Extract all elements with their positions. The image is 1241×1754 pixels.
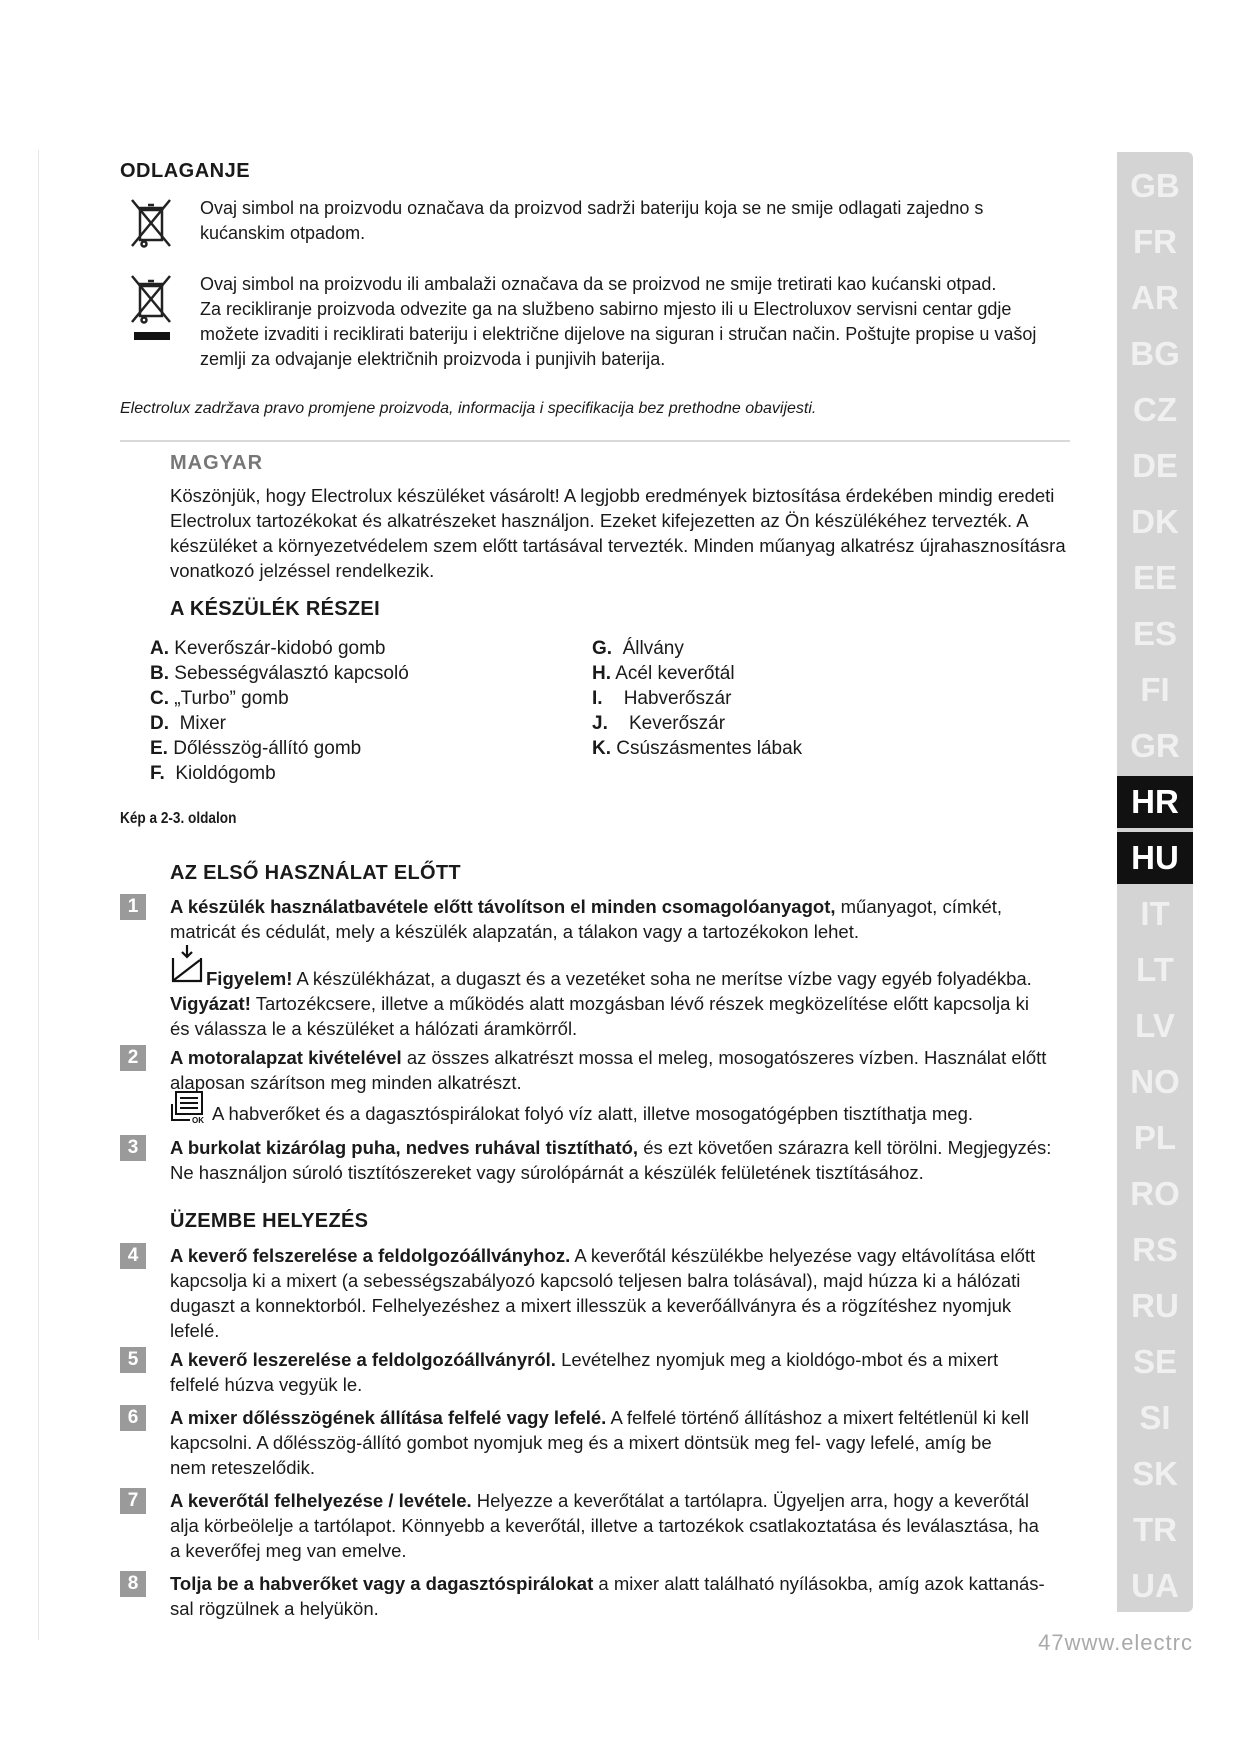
step-number-badge: 8 [120,1571,146,1597]
step-1-text: A készülék használatbavétele előtt távolítson el minden csomagolóanyagot, műanyagot, címkét, matricát és cédulát, mely a készülék alapzatán, a tálakon vagy a tartozékokon lehet. [170,896,1003,942]
disposal-paragraph-2: Ovaj simbol na proizvodu ili ambalaži označava da se proizvod ne smije tretirati kao kućanski otpad. Za recikliranje proizvoda odvezite ga na službeno sabirno mjesto ili u Electroluxov servisni centar gdje možete izvaditi i reciklirati bateriju i električne dijelove na siguran i stručan način. Poštujte propise u vašoj zemlji za odvajanje električnih proizvoda i punjivih baterija. [200,274,1037,369]
language-tab-no[interactable]: NO [1130,1063,1180,1100]
crossed-bin-bar-icon [128,272,174,344]
language-tab-hr[interactable]: HR [1117,776,1193,828]
language-tab-sk[interactable]: SK [1132,1455,1178,1492]
list-item: D. Mixer [150,713,227,734]
page-margin-line [38,150,39,1640]
first-use-heading: AZ ELSŐ HASZNÁLAT ELŐTT [170,862,461,884]
disclaimer-note: Electrolux zadržava pravo promjene proizvoda, informacija i specifikacija bez prethodne obavijesti. [120,400,817,417]
warning-text: Figyelem! A készülékházat, a dugaszt és a vezetéket soha ne merítse vízbe vagy egyéb folyadékba. [206,968,1032,989]
step-5-text: A keverő leszerelése a feldolgozóállványról. Levételhez nyomjuk meg a kioldógo-mbot és a mixert felfelé húzva vegyük le. [170,1349,999,1395]
language-tab-lv[interactable]: LV [1135,1007,1175,1044]
language-tab-es[interactable]: ES [1132,615,1178,652]
intro-paragraph: Köszönjük, hogy Electrolux készüléket vásárolt! A legjobb eredmények biztosítása érdekében mindig eredeti Electrolux tartozékokat és alkatrészeket használjon. Ezeket kifejezetten az Ön készülékéhez tervezték. A készüléket a környezetvédelem szem előtt tartásával tervezték. Minden műanyag alkatrész újrahasznosításra vonatkozó jelzéssel rendelkezik. [170,485,1066,581]
step-2-text: A motoralapzat kivételével az összes alkatrészt mossa el meleg, mosogatószeres vízben. Használat előtt alaposan szárítson meg minden alkatrészt. [170,1047,1047,1093]
step-number-badge: 1 [120,894,146,920]
no-immerse-warning-icon [170,944,204,984]
language-tab-fi[interactable]: FI [1140,671,1170,708]
step-6-text: A mixer dőlésszögének állítása felfelé vagy lefelé. A felfelé történő állításhoz a mixert feltétlenül ki kell kapcsolni. A dőlésszög-állító gombot nyomjuk meg és a mixert döntsük meg fel- vagy lefelé, amíg be nem reteszelődik. [170,1407,1029,1478]
language-tab-pl[interactable]: PL [1133,1119,1177,1156]
language-tab-se[interactable]: SE [1132,1343,1178,1380]
step-number-badge: 5 [120,1347,146,1373]
step-8-text: Tolja be a habverőket vagy a dagasztóspirálokat a mixer alatt található nyílásokba, amíg azok kattanás- sal rögzülnek a helyükön. [170,1573,1045,1619]
language-tab-cz[interactable]: CZ [1133,391,1177,428]
list-item: A. Keverőszár-kidobó gomb [150,638,386,659]
disposal-paragraph-1: Ovaj simbol na proizvodu označava da proizvod sadrži bateriju koja se ne smije odlagati zajedno s kućanskim otpadom. [200,198,984,243]
language-tab-tr[interactable]: TR [1133,1511,1177,1548]
parts-list-right [592,636,802,761]
language-tab-ar[interactable]: AR [1131,279,1179,316]
dishwasher-safe-icon [170,1090,208,1124]
list-item: C. „Turbo” gomb [150,688,289,709]
list-item: J. Keverőszár [592,713,726,734]
language-tab-ua[interactable]: UA [1131,1567,1179,1604]
language-tab-dk[interactable]: DK [1131,503,1179,540]
list-item: H. Acél keverőtál [592,663,735,684]
step-number-badge: 4 [120,1243,146,1269]
language-heading-magyar: MAGYAR [170,452,264,474]
language-tab-lt[interactable]: LT [1136,951,1174,988]
section-divider [120,440,1070,442]
language-tab-ru[interactable]: RU [1131,1287,1179,1324]
page-footer: 47www.electrc [1038,1630,1193,1655]
crossed-bin-icon [128,196,174,254]
list-item: F. Kioldógomb [150,763,276,784]
step-4-text: A keverő felszerelése a feldolgozóállványhoz. A keverőtál készülékbe helyezése vagy eltávolítása előtt kapcsolja ki a mixert (a sebességszabályozó kapcsoló teljesen balra tolásával), majd húzza ki a hálózati dugaszt a konnektorból. Felhelyezéshez a mixert illesszük a keverőállványra és a rögzítéshez nyomjuk lefelé. [170,1245,1036,1341]
list-item: E. Dőlésszög-állító gomb [150,738,362,759]
step-number-badge: 6 [120,1405,146,1431]
language-tab-rs[interactable]: RS [1132,1231,1178,1268]
list-item: I. Habverőszár [592,688,732,709]
step-3-text: A burkolat kizárólag puha, nedves ruhával tisztítható, és ezt követően szárazra kell törölni. Megjegyzés: Ne használjon súroló tisztítószereket vagy súrolópárnát a készülék felületének tisztításához. [170,1137,1052,1183]
step-7-text: A keverőtál felhelyezése / levétele. Helyezze a keverőtálat a tartólapra. Ügyeljen arra, hogy a keverőtál alja körbeölelje a tartólapot. Könnyebb a keverőtál, illetve a tartozékok csatlakoztatása és leválasztása, ha a keverőfej meg van emelve. [170,1490,1039,1561]
language-tab-hu[interactable]: HU [1117,832,1193,884]
language-tab-si[interactable]: SI [1139,1399,1171,1436]
language-tab-it[interactable]: IT [1140,895,1170,932]
parts-list-left [150,636,409,786]
caution-text: Vigyázat! Tartozékcsere, illetve a működés alatt mozgásban lévő részek megközelítése előtt kapcsolja ki és válassza le a készüléket a hálózati áramkörről. [170,993,1029,1039]
step-number-badge: 7 [120,1488,146,1514]
language-tab-gr[interactable]: GR [1130,727,1180,764]
svg-text:OK: OK [192,1116,204,1124]
dishwasher-note: A habverőket és a dagasztóspirálokat folyó víz alatt, illetve mosogatógépben tisztíthatja meg. [212,1103,973,1124]
language-tab-bg[interactable]: BG [1130,335,1180,372]
step-number-badge: 3 [120,1135,146,1161]
list-item: K. Csúszásmentes lábak [592,738,803,759]
operation-heading: ÜZEMBE HELYEZÉS [170,1210,369,1232]
language-tab-de[interactable]: DE [1132,447,1178,484]
language-tab-ee[interactable]: EE [1132,559,1178,596]
list-item: B. Sebességválasztó kapcsoló [150,663,409,684]
step-number-badge: 2 [120,1045,146,1071]
list-item: G. Állvány [592,638,684,659]
image-reference: Kép a 2-3. oldalon [120,810,237,827]
language-tab-gb[interactable]: GB [1130,167,1180,204]
language-tab-ro[interactable]: RO [1130,1175,1180,1212]
section-heading-disposal: ODLAGANJE [120,160,251,182]
parts-heading: A KÉSZÜLÉK RÉSZEI [170,598,380,620]
language-tab-fr[interactable]: FR [1133,223,1177,260]
